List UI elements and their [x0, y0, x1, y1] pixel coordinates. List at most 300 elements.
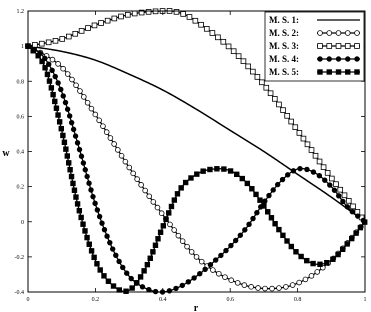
series-2-point [151, 200, 156, 205]
series-4-point [224, 248, 229, 253]
series-3-point [204, 26, 209, 31]
series-2-point [283, 284, 288, 289]
series-4-point [61, 94, 66, 99]
legend-swatch-marker [318, 44, 323, 49]
series-5-point [98, 268, 103, 273]
series-3-point [329, 176, 334, 181]
series-5-point [79, 215, 84, 220]
y-tick-label: 0 [21, 219, 24, 226]
series-3-point [112, 16, 117, 21]
series-2-point [81, 94, 86, 99]
series-2-point [242, 283, 247, 288]
series-4-point [50, 68, 55, 73]
series-2-point [263, 286, 268, 291]
series-4-point [233, 238, 238, 243]
series-2-point [127, 165, 132, 170]
series-4-point [110, 247, 115, 252]
series-5-point [258, 198, 263, 203]
series-5-point [145, 262, 150, 267]
series-4-point [180, 283, 185, 288]
series-5-point [102, 273, 107, 278]
legend-swatch-marker [327, 44, 332, 49]
series-4-point [73, 134, 78, 139]
series-5-point [65, 154, 70, 159]
series-4-point [251, 216, 256, 221]
y-axis-label: w [2, 148, 10, 159]
series-2-point [155, 205, 160, 210]
series-3-point [60, 37, 65, 42]
series-3-point [301, 136, 306, 141]
series-2-point [159, 211, 164, 216]
series-2-point [172, 228, 177, 233]
series-3-point [305, 142, 310, 147]
series-4-point [242, 227, 247, 232]
series-2-point [235, 280, 240, 285]
series-4-point [327, 183, 332, 188]
series-5-point [269, 215, 274, 220]
series-5-point [273, 221, 278, 226]
series-4-point [305, 167, 310, 172]
series-2-point [78, 89, 83, 94]
series-3-point [342, 193, 347, 198]
x-tick-label: 1 [363, 297, 367, 303]
series-4-point [79, 154, 84, 159]
series-2-point [180, 239, 185, 244]
series-5-point [294, 249, 299, 254]
legend-swatch-marker [355, 44, 360, 49]
y-tick-label: -0.2 [14, 254, 24, 261]
legend-swatch-marker [336, 44, 341, 49]
series-2-point [119, 153, 124, 158]
series-5-point [47, 79, 52, 84]
series-2-point [216, 271, 221, 276]
series-3-point [181, 12, 186, 17]
series-2-point [143, 188, 148, 193]
series-5-point [358, 225, 363, 230]
series-4-point [317, 173, 322, 178]
series-3-point [293, 125, 298, 130]
series-5-point [166, 211, 171, 216]
series-2-point [115, 147, 120, 152]
series-2-point [104, 130, 109, 135]
series-5-point [138, 275, 143, 280]
series-5-point [249, 186, 254, 191]
series-2-point [65, 72, 70, 77]
series-5-point [221, 167, 226, 172]
series-2-point [270, 286, 275, 291]
series-5-point [281, 233, 286, 238]
series-4-point [203, 267, 208, 272]
series-5-point [89, 248, 94, 253]
series-4-point [174, 286, 179, 291]
series-5-point [68, 167, 73, 172]
series-5-point [40, 59, 45, 64]
series-5-point [134, 280, 139, 285]
series-4-point [85, 174, 90, 179]
series-4-point [341, 199, 346, 204]
series-3-point [321, 165, 326, 170]
series-2-point [97, 118, 102, 123]
series-2-point [135, 177, 140, 182]
series-5-point [63, 147, 68, 152]
series-5-point [349, 236, 354, 241]
series-4-point [65, 107, 70, 112]
series-4-point [254, 210, 259, 215]
series-5-point [31, 48, 36, 53]
series-5-point [228, 169, 233, 174]
series-4-point [95, 208, 100, 213]
series-5-point [318, 262, 323, 267]
series-5-point [354, 231, 359, 236]
series-5-point [208, 167, 213, 172]
x-axis-label: r [193, 303, 199, 312]
series-4-point [192, 276, 197, 281]
y-tick-label: 0.8 [16, 79, 24, 86]
series-3-point [281, 108, 286, 113]
series-4-point [228, 243, 233, 248]
series-4-point [100, 221, 105, 226]
series-5-point [289, 244, 294, 249]
legend-label: M. S. 1: [269, 15, 299, 25]
series-5-point [194, 172, 199, 177]
series-4-point [355, 214, 360, 219]
series-3-point [132, 11, 137, 16]
legend-swatch-marker [345, 44, 350, 49]
series-5-point [49, 85, 54, 90]
series-5-point [66, 160, 71, 165]
series-5-point [189, 176, 194, 181]
x-tick-label: 0 [26, 297, 30, 303]
series-4-point [285, 172, 290, 177]
legend-swatch-marker [355, 31, 360, 36]
series-4-point [67, 114, 72, 119]
series-2-point [147, 194, 152, 199]
series-2-point [123, 159, 128, 164]
series-4-point [267, 193, 272, 198]
series-5-point [254, 192, 259, 197]
series-5-point [92, 255, 97, 260]
series-3-point [66, 34, 71, 39]
series-5-point [304, 258, 309, 263]
series-3-point [289, 119, 294, 124]
series-5-point [148, 256, 153, 261]
series-3-point [119, 14, 124, 19]
legend-swatch-marker [318, 31, 323, 36]
series-4-point [350, 209, 355, 214]
series-2-point [277, 286, 282, 291]
series-4-point [89, 188, 94, 193]
series-4-point [280, 177, 285, 182]
series-4-point [102, 227, 107, 232]
legend-swatch-marker [327, 70, 332, 75]
series-2-line [28, 46, 365, 289]
series-5-point [36, 53, 41, 58]
series-2-point [74, 83, 79, 88]
series-4-point [140, 284, 145, 289]
series-5-point [74, 195, 79, 200]
legend-label: M. S. 4: [269, 54, 299, 64]
series-2-point [194, 255, 199, 260]
series-4-point [186, 279, 191, 284]
series-2-point [56, 61, 61, 66]
series-4-point [262, 199, 267, 204]
series-4-point [63, 100, 68, 105]
series-4-point [129, 276, 134, 281]
series-3-point [313, 153, 318, 158]
series-3-point [216, 35, 221, 40]
series-3-point [39, 41, 44, 46]
series-4-point [81, 161, 86, 166]
series-2-point [112, 142, 117, 147]
series-5-point [179, 185, 184, 190]
series-5-point [330, 257, 335, 262]
series-5-point [151, 249, 156, 254]
series-3-point [236, 54, 241, 59]
series-3-point [285, 113, 290, 118]
series-3-point [46, 40, 51, 45]
series-4-point [322, 178, 327, 183]
series-5-point [336, 252, 341, 257]
series-3-point [334, 182, 339, 187]
series-2-point [229, 278, 234, 283]
series-4-point [298, 166, 303, 171]
series-2-point [199, 259, 204, 264]
legend-swatch-marker [336, 31, 341, 36]
series-3-point [32, 42, 37, 47]
series-4-point [332, 188, 337, 193]
legend-label: M. S. 3: [269, 41, 299, 51]
series-5-point [75, 202, 80, 207]
series-5-point [324, 260, 329, 265]
series-4-point [208, 262, 213, 267]
series-4-point [247, 222, 252, 227]
series-4-point [53, 74, 58, 79]
series-2-point [297, 280, 302, 285]
series-4-point [75, 140, 80, 145]
series-4-point [213, 258, 218, 263]
series-2-point [189, 249, 194, 254]
series-3-point [79, 28, 84, 33]
series-5-point [111, 284, 116, 289]
y-tick-label: 0.4 [16, 149, 24, 156]
series-4-point [69, 120, 74, 125]
series-4-point [218, 253, 223, 258]
series-3-point [277, 102, 282, 107]
series-3-point [86, 26, 91, 31]
series-3-point [241, 59, 246, 64]
y-tick-label: 1.2 [16, 9, 24, 15]
series-5-point [299, 254, 304, 259]
series-4-point [117, 259, 122, 264]
series-4-point [113, 253, 118, 258]
series-5-point [51, 92, 56, 97]
series-3-point [325, 170, 330, 175]
series-4-point [58, 87, 63, 92]
x-tick-label: 0.6 [226, 297, 234, 303]
series-5-point [340, 247, 345, 252]
series-5-point [87, 242, 92, 247]
series-3-point [99, 21, 104, 26]
series-5-point [83, 229, 88, 234]
legend-swatch-marker [345, 31, 350, 36]
series-5-point [245, 181, 250, 186]
series-5-point [214, 166, 219, 171]
series-5-point [164, 217, 169, 222]
series-4-point [91, 194, 96, 199]
series-5-point [54, 106, 59, 111]
series-4-point [87, 181, 92, 186]
series-5-point [234, 172, 239, 177]
series-2-point [89, 106, 94, 111]
series-5-point [72, 188, 77, 193]
series-4-point [77, 147, 82, 152]
series-2-point [315, 270, 320, 275]
series-3-point [174, 9, 179, 14]
legend-swatch-marker [327, 57, 332, 62]
series-2-point [131, 171, 136, 176]
series-4-point [56, 81, 61, 86]
series-4-point [271, 188, 276, 193]
x-tick-label: 0.8 [293, 297, 302, 303]
legend-swatch-marker [355, 70, 360, 75]
series-5-point [183, 180, 188, 185]
series-5-point [56, 113, 61, 118]
series-5-point [43, 65, 48, 70]
series-3-point [146, 9, 151, 14]
series-5-point [265, 209, 270, 214]
series-4-point [291, 168, 296, 173]
series-2-point [309, 273, 314, 278]
series-2-point [256, 286, 261, 291]
series-5-point [130, 286, 135, 291]
series-5-point [156, 236, 161, 241]
series-4-point [345, 204, 350, 209]
legend-swatch-marker [345, 70, 350, 75]
series-5-point [345, 242, 350, 247]
series-5-point [62, 140, 67, 145]
legend-label: M. S. 5: [269, 67, 299, 77]
series-5-point [311, 261, 316, 266]
series-2-point [61, 66, 66, 71]
series-5-point [172, 198, 177, 203]
series-5-point [81, 222, 86, 227]
series-3-point [92, 23, 97, 28]
series-2-point [50, 57, 55, 62]
series-5-point [158, 230, 163, 235]
series-5-point [95, 261, 100, 266]
series-3-point [338, 187, 343, 192]
series-4-point [120, 265, 125, 270]
series-5-point [201, 169, 206, 174]
series-2-point [93, 112, 98, 117]
series-3-point [53, 38, 58, 43]
series-5-point [69, 174, 74, 179]
y-tick-label: 1 [21, 44, 24, 51]
series-2-point [223, 275, 228, 280]
series-4-point [105, 234, 110, 239]
series-3-point [246, 64, 251, 69]
series-5-point [285, 239, 290, 244]
series-3-point [199, 22, 204, 27]
series-2-point [303, 277, 308, 282]
legend-swatch-marker [318, 57, 323, 62]
series-3-point [309, 148, 314, 153]
series-4-point [197, 271, 202, 276]
series-4-point [336, 193, 341, 198]
legend-swatch-marker [336, 57, 341, 62]
series-2-point [249, 284, 254, 289]
series-5-point [240, 176, 245, 181]
series-5-point [77, 208, 82, 213]
series-3-point [317, 159, 322, 164]
x-tick-label: 0.2 [91, 297, 100, 303]
series-4-point [93, 201, 98, 206]
legend-swatch-marker [327, 31, 332, 36]
series-2-point [101, 124, 106, 129]
series-3-point [73, 31, 78, 36]
series-2-point [185, 244, 190, 249]
series-3-point [272, 96, 277, 101]
series-3-point [231, 49, 236, 54]
series-5-point [169, 204, 174, 209]
series-3-point [250, 69, 255, 74]
series-3-point [346, 198, 351, 203]
legend-swatch-marker [336, 70, 341, 75]
series-4-point [107, 240, 112, 245]
series-4-point [71, 127, 76, 132]
y-tick-label: -0.4 [14, 290, 24, 296]
series-2-point [108, 136, 113, 141]
series-5-point [52, 99, 57, 104]
series-3-point [259, 80, 264, 85]
legend [265, 12, 364, 81]
series-5-point [85, 235, 90, 240]
series-5-point [71, 181, 76, 186]
x-tick-label: 0.4 [159, 297, 167, 303]
legend-swatch-marker [355, 57, 360, 62]
series-5-point [276, 227, 281, 232]
series-5-point [106, 279, 111, 284]
series-2-point [139, 182, 144, 187]
series-5-point [175, 191, 180, 196]
series-5-point [45, 72, 50, 77]
series-5-point [57, 119, 62, 124]
series-3-point [125, 12, 130, 17]
series-5-point [142, 268, 147, 273]
series-4-point [146, 287, 151, 292]
series-3-point [193, 18, 198, 23]
series-3-point [264, 85, 269, 90]
series-4-point [238, 233, 243, 238]
series-3-point [351, 204, 356, 209]
series-5-point [59, 126, 64, 131]
series-5-point [124, 289, 129, 294]
series-2-point [85, 100, 90, 105]
series-3-point [226, 44, 231, 49]
series-5-point [60, 133, 65, 138]
series-4-point [83, 167, 88, 172]
series-2-point [290, 283, 295, 288]
series-3-point [297, 130, 302, 135]
series-3-point [268, 91, 273, 96]
series-3-point [105, 18, 110, 23]
series-5-point [161, 223, 166, 228]
series-4-point [311, 170, 316, 175]
series-5-point [153, 243, 158, 248]
series-3-point [221, 39, 226, 44]
series-2-point [176, 233, 181, 238]
series-4-point [124, 271, 129, 276]
